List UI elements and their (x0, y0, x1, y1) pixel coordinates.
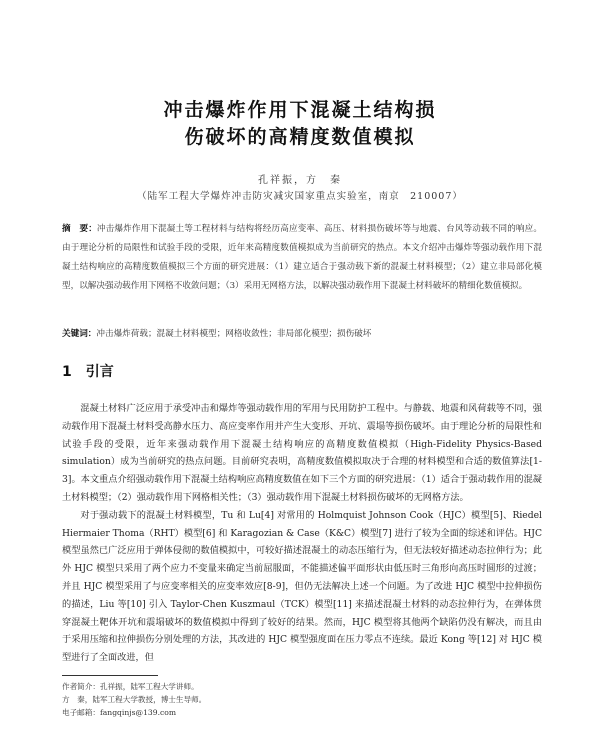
footnotes (62, 680, 542, 719)
section-number: 1 (62, 364, 72, 380)
authors: 孔祥振，方 秦 (258, 175, 342, 186)
paragraph-1: 混凝土材料广泛应用于承受冲击和爆炸等强动载作用的军用与民用防护工程中。与静载、地震和风荷载等不同，强动载作用下混凝土材料受高静水压力、高应变率作用并产生大变形、开坑、震塌等损伤破坏。由于理论分析的局限性和试验手段的受限，近年来强动载作用下混凝土结构响应的高精度数值模拟（High-Fidelity Physics-Based simulation）成为当前研究的热点问题。目前研究表明，高精度数值模拟取决于合理的材料模型和合适的数值算法[1-3]。本文重点介绍强动载作用下混凝土结构响应高精度数值在如下三个方面的研究进展：（1）适合于强动载作用的混凝土材料模型；（2）强动载作用下网格相关性；（3）强动载作用下混凝土材料损伤破坏的无网格方法。 (62, 403, 542, 503)
footnote-divider (62, 675, 158, 676)
paragraph-2: 对于强动载下的混凝土材料模型，Tu 和 Lu[4] 对常用的 Holmquist Johnson Cook（HJC）模型[5]、Riedel Hiermaier Thoma（RHT）模型[6] 和 Karagozian & Case（K&C）模型[7] 进行了较为全面的综述和评估。HJC 模型虽然已广泛应用于弹体侵彻的数值模拟中，可较好描述混凝土的动态压缩行为，但无法较好描述动态拉伸行为；此外 HJC 模型只采用了两个应力不变量来确定当前屈服面，不能描述偏平面形状由低压时三角形向高压时圆形的过渡；并且 HJC 模型采用了与应变率相关的应变率效应[8-9]，但仍无法解决上述一个问题。为了改进 HJC 模型中拉伸损伤的描述，Liu 等[10] 引入 Taylor-Chen Kuszmaul（TCK）模型[11] 来描述混凝土材料的动态拉伸行为，在弹体贯穿混凝土靶体开坑和震塌破坏的数值模拟中得到了较好的结果。然而，HJC 模型将其他两个缺陷仍没有解决，而且由于采用压缩和拉伸损伤分别处理的方法，其改进的 HJC 模型强度面在压力零点不连续。最近 Kong 等[12] 对 HJC 模型进行了全面改进，但 (62, 509, 542, 664)
keywords-label: 关键词： (62, 329, 97, 339)
affiliation: （陆军工程大学爆炸冲击防灾减灾国家重点实验室，南京 210007） (137, 191, 463, 202)
abstract-label: 摘 要： (62, 224, 97, 234)
title-line-1: 冲击爆炸作用下混凝土结构损 (163, 99, 437, 121)
keywords (62, 326, 542, 342)
keywords-text: 冲击爆炸荷载；混凝土材料模型；网格收敛性；非局部化模型；损伤破坏 (96, 329, 372, 339)
section-body (62, 400, 542, 667)
section-heading (62, 361, 114, 381)
abstract-text: 冲击爆炸作用下混凝土等工程材料与结构将经历高应变率、高压、材料损伤破坏等与地震、台风等动载不同的响应。由于理论分析的局限性和试验手段的受限，近年来高精度数值模拟成为当前研究的热点。本文介绍冲击爆炸等强动载作用下混凝土结构响应的高精度数值模拟三个方面的研究进展：（1）建立适合于强动载下新的混凝土材料模型；（2）建立非局部化模型，以解决强动载作用下网格不收敛问题；（3）采用无网格方法，以解决强动载作用下混凝土材料破坏的精细化数值模拟。 (62, 224, 542, 291)
abstract (62, 220, 542, 296)
section-title: 引言 (85, 364, 114, 380)
title-line-2: 伤破坏的高精度数值模拟 (184, 126, 416, 148)
footnote-author-1: 作者简介：孔祥振，陆军工程大学讲师。 (62, 682, 199, 691)
footnote-email: 电子邮箱：fangqinjs@139.com (62, 708, 177, 717)
footnote-author-2: 方 秦，陆军工程大学教授，博士生导师。 (62, 695, 207, 704)
